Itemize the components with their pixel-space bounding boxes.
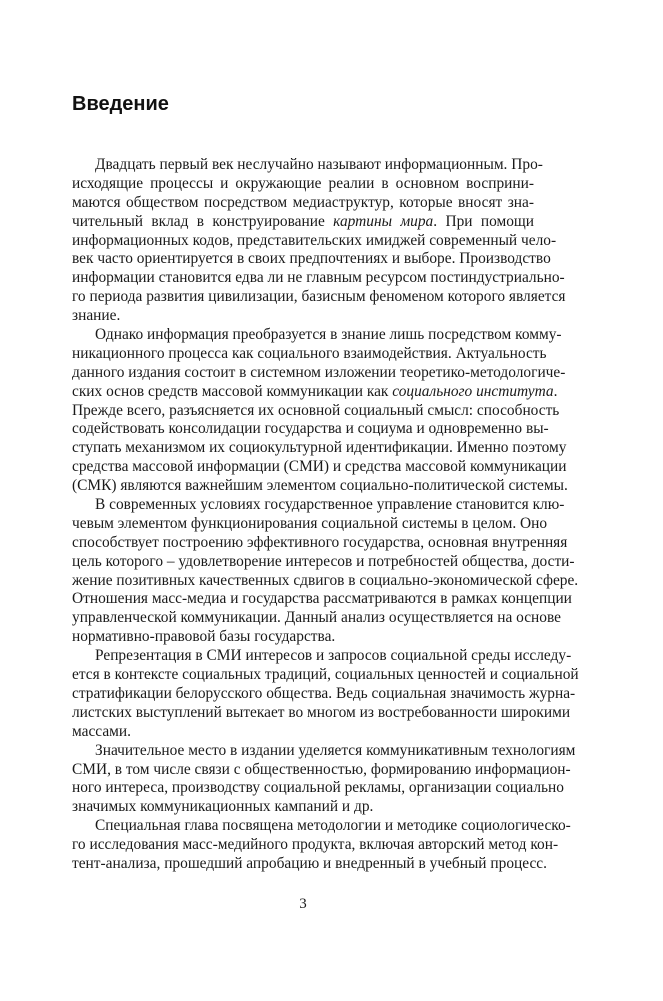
text-line: чевым элементом функционирования социальной системы в целом. Оно: [72, 514, 548, 532]
text-line: содействовать консолидации государства и социума и одновременно вы-: [72, 420, 549, 438]
text-line: ступать механизмом их социокультурной идентификации. Именно поэтому: [72, 439, 567, 457]
text-line: данного издания состоит в системном изложении теоретико-методологиче-: [72, 363, 566, 381]
text-line: Специальная глава посвящена методологии и методике социологическо-: [95, 817, 571, 835]
text-line: го периода развития цивилизации, базисным феноменом которого является: [72, 288, 566, 306]
text-line: управленческой коммуникации. Данный анализ осуществляется на основе: [72, 609, 561, 627]
text-line: СМИ, в том числе связи с общественностью, формированию информацион-: [72, 760, 571, 778]
text-line: информации становится едва ли не главным ресурсом постиндустриально-: [72, 269, 565, 287]
paragraph: [72, 326, 568, 496]
emphasis: картины мира: [333, 212, 434, 230]
text-line: жение позитивных качественных сдвигов в социально-экономической сфере.: [72, 571, 579, 589]
text-line: ного интереса, производству социальной рекламы, организации социально: [72, 779, 564, 797]
text-line: Прежде всего, разъясняется их основной социальный смысл: способность: [72, 401, 560, 419]
text-line: никационного процесса как социального взаимодействия. Актуальность: [72, 344, 547, 362]
text-line: значимых коммуникационных кампаний и др.: [72, 798, 374, 816]
text-line: листских выступлений вытекает во многом из востребованности широкими: [72, 703, 571, 721]
paragraph: [72, 817, 571, 874]
paragraph: [72, 647, 579, 741]
text-line: го исследования масс-медийного продукта, включая авторский метод кон-: [72, 836, 559, 854]
text-line: маются обществом посредством медиаструктур, которые вносят зна-: [72, 193, 534, 211]
text-line: Однако информация преобразуется в знание лишь посредством комму-: [95, 326, 562, 344]
paragraph: [72, 741, 576, 818]
emphasis: социального института: [392, 382, 554, 400]
text-line: век часто ориентируется в своих предпочтениях и выборе. Производство: [72, 250, 551, 268]
paragraph: [72, 496, 579, 647]
text-line: цель которого – удовлетворение интересов и потребностей общества, дости-: [72, 552, 575, 570]
paragraph: [72, 156, 566, 326]
page-number: 3: [299, 896, 307, 912]
text-line: нормативно-правовой базы государства.: [72, 628, 336, 646]
text-line: Отношения масс-медиа и государства рассматриваются в рамках концепции: [72, 590, 572, 608]
text-line: массами.: [72, 722, 131, 740]
text-line: исходящие процессы и окружающие реалии в основном восприни-: [72, 174, 534, 192]
text-line: Значительное место в издании уделяется коммуникативным технологиям: [95, 741, 576, 759]
document-body: [72, 156, 579, 874]
text-line: чительный вклад в конструирование картины мира. При помощи: [72, 212, 534, 230]
text-line: ских основ средств массовой коммуникации как социального института.: [72, 382, 558, 400]
text-line: информационных кодов, представительских имиджей современный чело-: [72, 231, 557, 249]
text-line: (СМК) являются важнейшим элементом социально-политической системы.: [72, 477, 568, 495]
text-line: средства массовой информации (СМИ) и средства массовой коммуникации: [72, 458, 567, 476]
text-line: тент-анализа, прошедший апробацию и внедренный в учебный процесс.: [72, 854, 547, 872]
text-line: стратификации белорусского общества. Ведь социальная значимость журна-: [72, 684, 576, 702]
text-line: В современных условиях государственное управление становится клю-: [95, 496, 565, 514]
text-line: знание.: [72, 307, 121, 325]
text-line: ется в контексте социальных традиций, социальных ценностей и социальной: [72, 666, 579, 684]
page-heading: Введение: [72, 93, 169, 115]
text-line: Двадцать первый век неслучайно называют информационным. Про-: [95, 156, 543, 173]
text-line: Репрезентация в СМИ интересов и запросов социальной среды исследу-: [95, 647, 572, 665]
text-line: способствует построению эффективного государства, основная внутренняя: [72, 533, 568, 551]
